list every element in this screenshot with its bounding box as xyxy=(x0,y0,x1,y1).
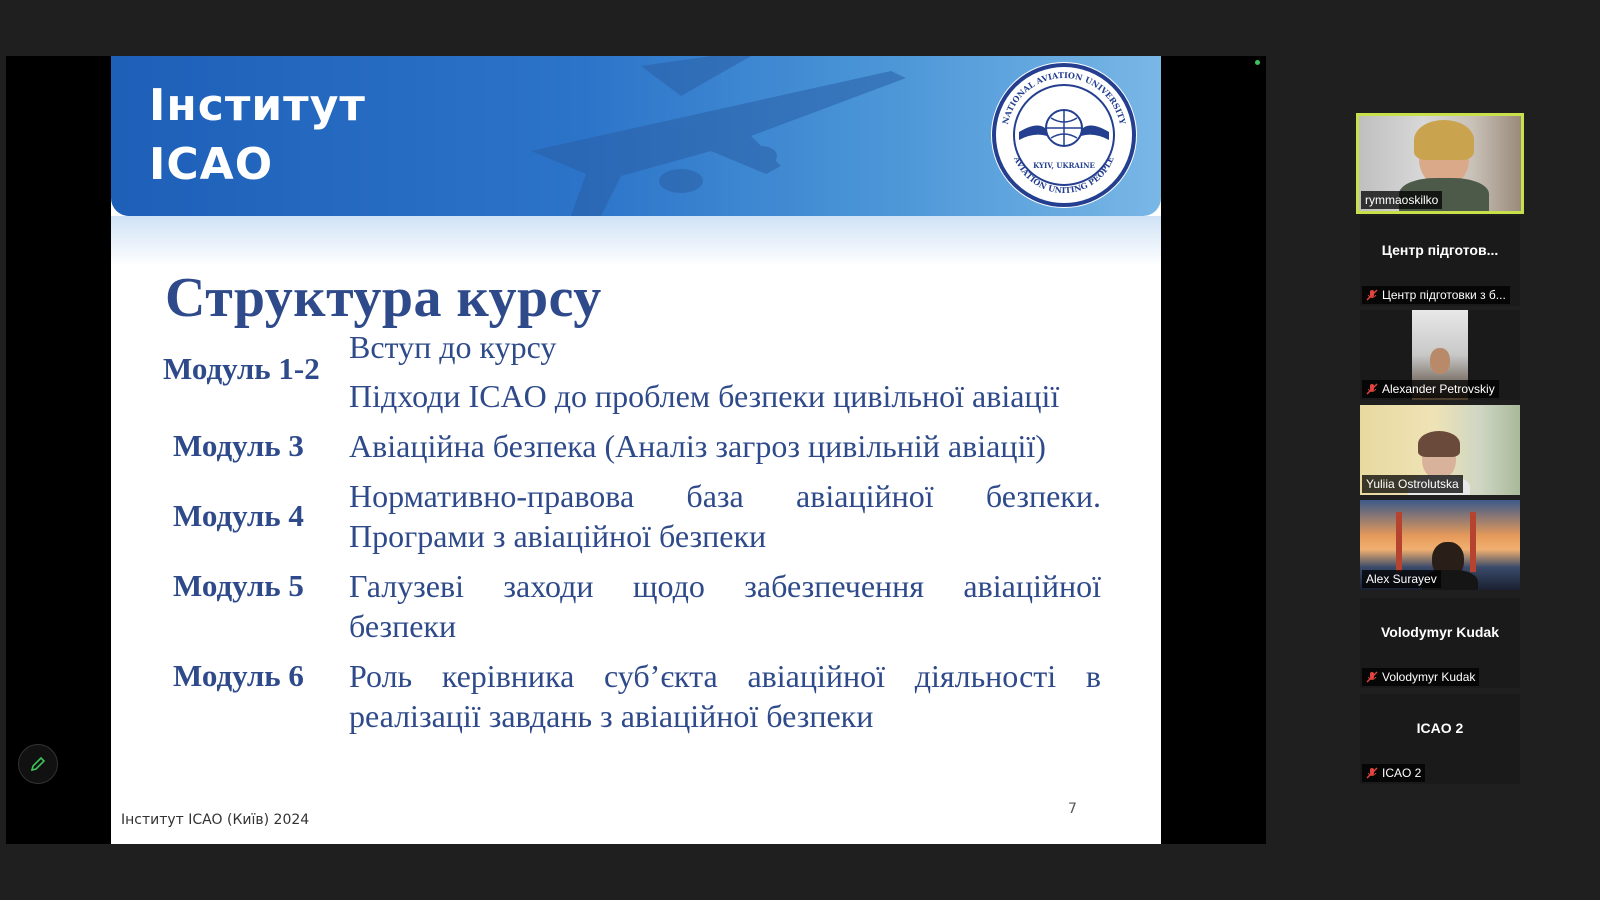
module-label: Модуль 5 xyxy=(173,568,304,603)
participant-name: Volodymyr Kudak xyxy=(1362,668,1479,686)
slide-page-number: 7 xyxy=(1068,801,1077,817)
share-status-indicator xyxy=(1255,60,1260,65)
module-label: Модуль 6 xyxy=(173,658,304,693)
participant-name: Alexander Petrovskiy xyxy=(1362,380,1499,398)
module-line: реалізації завдань з авіаційної безпеки xyxy=(349,698,874,734)
module-line-word: Роль xyxy=(349,658,413,694)
module-line-word: безпеки. xyxy=(985,478,1101,514)
module-line-word: забезпечення xyxy=(744,568,925,604)
participant-tile[interactable] xyxy=(1360,694,1520,784)
module-line: Програми з авіаційної безпеки xyxy=(349,518,767,554)
module-line-word: база xyxy=(686,478,744,514)
participant-display-name: Центр підготов... xyxy=(1381,242,1499,258)
mic-muted-icon xyxy=(1366,671,1378,683)
svg-text:AVIATION UNITING PEOPLE: AVIATION UNITING PEOPLE xyxy=(1012,154,1116,196)
mic-muted-icon xyxy=(1366,383,1378,395)
pencil-icon xyxy=(29,755,47,773)
module-label: Модуль 4 xyxy=(173,498,304,533)
module-line-word: авіаційної xyxy=(796,478,934,514)
presentation-slide xyxy=(111,56,1161,844)
slide-banner xyxy=(111,56,1161,216)
participant-tile[interactable] xyxy=(1360,310,1520,400)
participant-tile[interactable] xyxy=(1356,113,1524,214)
module-line-justified xyxy=(349,568,1101,605)
module-line-word: в xyxy=(1085,658,1101,694)
participant-name: ICAO 2 xyxy=(1362,764,1425,782)
module-line-word: Нормативно-правова xyxy=(349,478,635,514)
participant-display-name: Volodymyr Kudak xyxy=(1381,624,1499,640)
participant-tile[interactable] xyxy=(1360,405,1520,495)
mic-muted-icon xyxy=(1366,289,1378,301)
mic-muted-icon xyxy=(1366,767,1378,779)
module-line-word: діяльності xyxy=(914,658,1057,694)
module-line: безпеки xyxy=(349,608,457,644)
participant-tile[interactable] xyxy=(1360,500,1520,590)
banner-fade xyxy=(111,216,1161,266)
module-line-word: Галузеві xyxy=(349,568,464,604)
participant-name: rymmaoskilko xyxy=(1361,191,1442,209)
participant-display-name: ICAO 2 xyxy=(1416,720,1464,736)
slide-title: Структура курсу xyxy=(165,267,602,329)
module-line-word: щодо xyxy=(632,568,705,604)
participant-name: Alex Surayev xyxy=(1362,570,1441,588)
slide-footer: Інститут ICAO (Київ) 2024 xyxy=(121,812,310,828)
svg-text:KYIV, UKRAINE: KYIV, UKRAINE xyxy=(1033,161,1095,170)
module-line-justified xyxy=(349,658,1101,695)
module-line-word: керівника xyxy=(441,658,575,694)
participant-name: Центр підготовки з б... xyxy=(1362,286,1510,304)
airplane-image xyxy=(451,56,1011,216)
module-line-word: авіаційної xyxy=(963,568,1101,604)
institute-title: Інститут ICAO xyxy=(149,80,366,190)
module-line-word: заходи xyxy=(503,568,594,604)
annotate-button[interactable] xyxy=(18,744,58,784)
module-label: Модуль 1-2 xyxy=(163,351,320,386)
module-line-word: авіаційної xyxy=(747,658,886,694)
module-line: Підходи ICAO до проблем безпеки цивільної авіації xyxy=(349,378,1060,414)
participant-name: Yuliia Ostrolutska xyxy=(1362,475,1463,493)
participant-tile[interactable] xyxy=(1360,598,1520,688)
module-line: Вступ до курсу xyxy=(349,329,557,365)
icao-institute-seal-logo xyxy=(989,60,1139,210)
module-line-justified xyxy=(349,478,1101,515)
svg-text:NATIONAL AVIATION UNIVERSITY: NATIONAL AVIATION UNIVERSITY xyxy=(1000,69,1128,126)
module-line: Авіаційна безпека (Аналіз загроз цивільній авіації) xyxy=(349,428,1046,464)
participant-tile[interactable] xyxy=(1360,216,1520,306)
module-label: Модуль 3 xyxy=(173,428,304,463)
module-line-word: суб’єкта xyxy=(604,658,718,694)
